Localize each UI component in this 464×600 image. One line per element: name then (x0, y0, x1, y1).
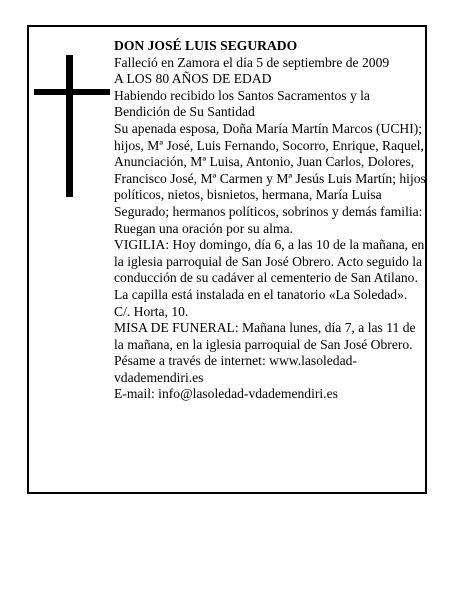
funeral-info: MISA DE FUNERAL: Mañana lunes, día 7, a las 11 de la mañana, en la iglesia parroquial de San José Obrero. (114, 320, 416, 352)
deceased-name: DON JOSÉ LUIS SEGURADO (114, 38, 298, 53)
cross-icon (34, 55, 110, 197)
cross-horizontal-bar (34, 89, 110, 95)
chapel-info: La capilla está instalada en el tanatorio «La Soledad». C/. Horta, 10. (114, 286, 408, 319)
sacraments-info: Habiendo recibido los Santos Sacramentos y la Bendición de Su Santidad (114, 87, 370, 120)
age-info: A LOS 80 AÑOS DE EDAD (114, 71, 272, 87)
cross-vertical-bar (66, 55, 73, 197)
death-info: Falleció en Zamora el día 5 de septiembre de 2009 (114, 54, 390, 70)
prayer-request: Ruegan una oración por su alma. (114, 220, 293, 236)
condolence-info: Pésame a través de internet: www.lasoledad-vdademendiri.es (114, 353, 357, 385)
notice-body (114, 38, 426, 403)
vigil-info: VIGILIA: Hoy domingo, día 6, a las 10 de la mañana, en la iglesia parroquial de San José Obrero. Acto seguido la conducción de su cadáver al cementerio de San Atilano. (114, 237, 425, 286)
family-info: Su apenada esposa, Doña María Martín Marcos (UCHI); hijos, Mª José, Luis Fernando, Socorro, Enrique, Raquel, Anunciación, Mª Luisa, Antonio, Juan Carlos, Dolores, Francisco José, Mª Carmen y Mª Jesús Luis Martín; hijos políticos, nietos, bisnietos, hermana, María Luisa Segurado; hermanos políticos, sobrinos y demás familia: (114, 120, 426, 219)
email-info: E-mail: info@lasoledad-vdademendiri.es (114, 386, 338, 402)
